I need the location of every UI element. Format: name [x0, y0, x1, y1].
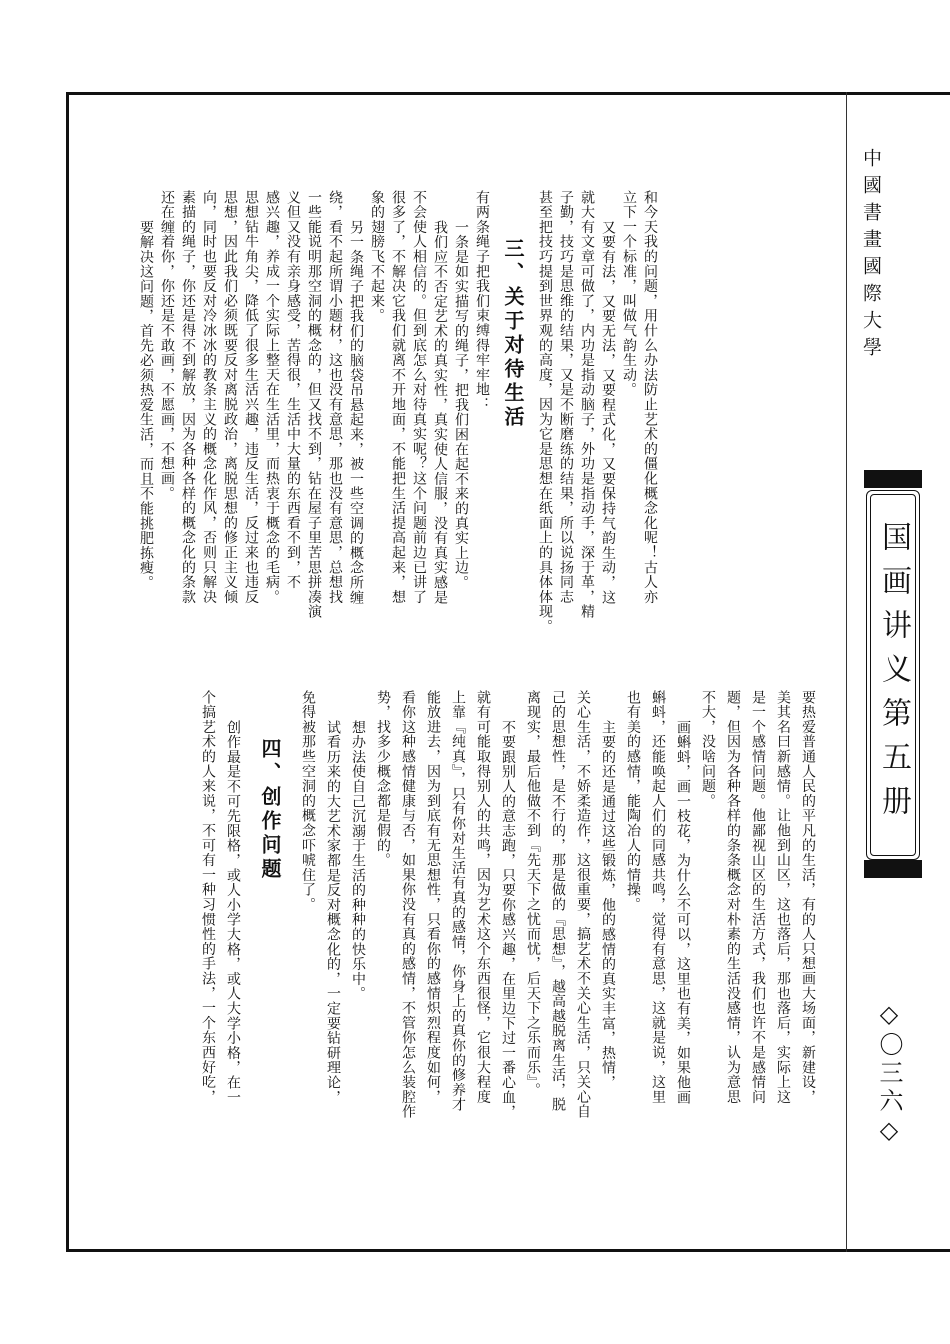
text-column: 也有美的感情，能陶冶人的情操。	[625, 690, 641, 912]
text-column: 画蝌蚪，画一枝花，为什么不可以，这里也有美，如果他画	[675, 720, 691, 1105]
text-column: 很多了，不解决它我们就离不开地面，不能把生活提高起来，想	[390, 190, 406, 605]
text-column: 和今天我的问题，用什么办法防止艺术的僵化概念化呢！古人亦	[642, 190, 658, 605]
text-column: 甚至把技巧提到世界观的高度，因为它是思想在纸面上的具体体现。	[537, 190, 553, 634]
text-column: 向，同时也要反对冷冰冰的教条主义的概念化作风，否则只解决	[201, 190, 217, 605]
text-column: 不会使人相信的。但到底怎么对待真实呢？这个问题前边已讲了	[411, 190, 427, 605]
text-block-bottom	[120, 690, 820, 1210]
text-column: 另一条绳子把我们的脑袋吊悬起来，被一些空调的概念所缠	[348, 220, 364, 605]
text-column: 己的思想性，是不行的，那是做的『思想』，越高越脱离生活，脱	[550, 690, 566, 1113]
text-column: 上靠『纯真』，只有你对生活有真的感情，你身上的真你的修养才	[450, 690, 466, 1113]
text-column: 个搞艺术的人来说，不可有一种习惯性的手法，一个东西好吃，	[200, 690, 216, 1105]
text-column: 思想钻牛角尖，降低了很多生活兴趣，违反生活，反过来也违反	[243, 190, 259, 605]
text-column: 能放进去，因为到底有无思想性，只看你的感情炽烈程度如何，	[425, 690, 441, 1105]
text-column: 要热爱普通人民的平凡的生活，有的人只想画大场面，新建设，	[800, 690, 816, 1105]
text-column: 创作最是不可先限格，或人小学大格，或人大学小格，在一	[225, 720, 241, 1105]
text-column: 不大，没啥问题。	[700, 690, 716, 809]
text-column: 看你这种感情健康与否，如果你没有真的感情，不管你怎么装腔作	[400, 690, 416, 1120]
text-column: 一些能说明那空洞的概念的，但又找不到，钻在屋子里苦思拼凑演	[306, 190, 322, 620]
text-column: 题，但因为各种各样的条条概念对朴素的生活没感情，认为意思	[725, 690, 741, 1105]
text-column: 素描的绳子，你还是得不到解放，因为各种各样的概念化的条款	[180, 190, 196, 605]
text-column: 蝌蚪，还能唤起人们的同感共鸣，觉得有意思，这就是说，这里	[650, 690, 666, 1105]
text-column: 义但又没有亲身感受，苦得很，生活中大量的东西看不到，不	[285, 190, 301, 590]
text-column: 不要跟别人的意志跑，只要你感兴趣，在里边下过一番心血，	[500, 720, 516, 1120]
text-column: 关心生活，不娇柔造作，这很重要，搞艺术不关心生活，只关心自	[575, 690, 591, 1120]
text-column: 主要的还是通过这些锻炼，他的感情的真实丰富，热情，	[600, 720, 616, 1090]
text-column: 象的翅膀飞不起来。	[369, 190, 385, 324]
section-heading: 三、关于对待生活	[501, 238, 525, 430]
page-number: ◇〇三六◇	[875, 1000, 903, 1148]
text-column: 还在缠着你，你还是不敢画，不愿画，不想画。	[159, 190, 175, 501]
text-column: 思想，因此我们必须既要反对离脱政治，离脱思想的修正主义倾	[222, 190, 238, 605]
text-column: 感兴趣，养成一个实际上整天在生活里，而热衷于概念的毛病。	[264, 190, 280, 605]
text-column: 子勤，技巧是思维的结果，又是不断磨练的结果，所以说扬同志	[558, 190, 574, 605]
series-title: 中國書畫國際大學	[860, 148, 882, 364]
text-column: 就大有文章可做了，内功是指动脑子，外功是指动手，深于革，精	[579, 190, 595, 620]
text-column: 是一个感情问题。他鄙视山区的生活方式，我们也许不是感情问	[750, 690, 766, 1105]
title-cap-bottom	[864, 860, 922, 878]
text-column: 有两条绳子把我们束缚得牢牢地：	[474, 190, 490, 412]
text-block-top	[120, 190, 660, 670]
text-column: 美其名曰新感情。让他到山区，这也落后，那也落后，实际上这	[775, 690, 791, 1105]
text-column: 一条是如实描写的绳子，把我们困在起不来的真实上边。	[453, 220, 469, 590]
text-column: 绕，看不起所谓小题材，这也没有意思，那也没有意思，总想找	[327, 190, 343, 605]
section-heading: 四、创作问题	[258, 738, 282, 882]
text-column: 立下一个标准，叫做气韵生动。	[621, 190, 637, 398]
volume-title: 国画讲义第五册	[876, 521, 911, 829]
margin-rule	[846, 92, 847, 1252]
title-cap-top	[864, 470, 922, 488]
text-column: 要解决这问题，首先必须热爱生活，而且不能挑肥拣瘦。	[138, 220, 154, 590]
text-column: 又要有法，又要无法，又要程式化，又要保持气韵生动，这	[600, 220, 616, 605]
text-column: 离现实，最后他做不到『先天下之忧而忧，后天下之乐而乐』。	[525, 690, 541, 1098]
text-column: 免得被那些空洞的概念吓唬住了。	[300, 690, 316, 912]
text-column: 势，找多少概念都是假的。	[375, 690, 391, 868]
text-column: 试看历来的大艺术家都是反对概念化的，一定要钻研理论，	[325, 720, 341, 1105]
text-column: 就有可能取得别人的共鸣，因为艺术这个东西很怪，它很大程度	[475, 690, 491, 1105]
text-column: 我们应不否定艺术的真实性，真实使人信服，没有真实感是	[432, 220, 448, 605]
text-column: 想办法使自己沉溺于生活的种种的快乐中。	[350, 720, 366, 1002]
